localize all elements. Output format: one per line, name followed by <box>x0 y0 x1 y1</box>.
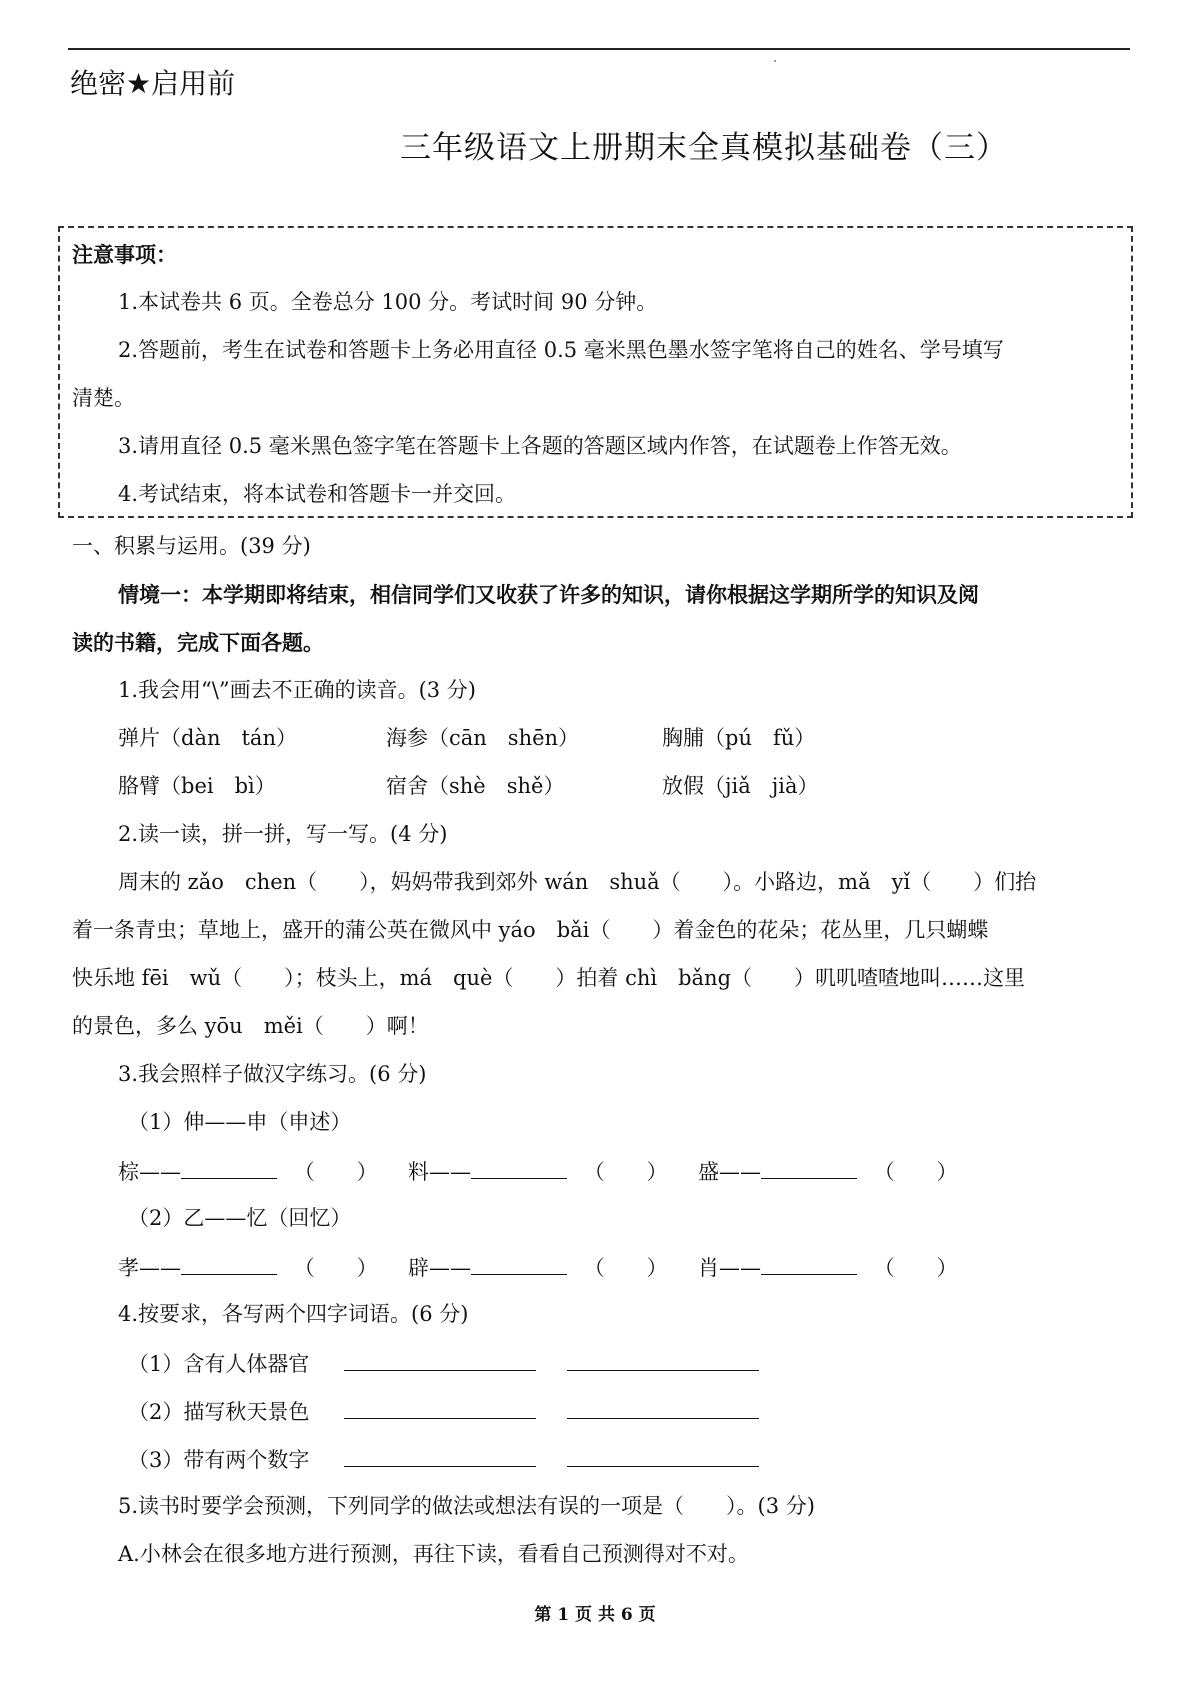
q3-row2-item <box>408 1256 668 1279</box>
answer-blank[interactable] <box>567 1352 759 1371</box>
q3-char: 肖—— <box>698 1256 761 1280</box>
page-number: 第 1 页 共 6 页 <box>534 1605 656 1625</box>
q3-char: 辟—— <box>408 1256 471 1280</box>
scan-speck <box>774 60 776 62</box>
q4-item-1 <box>128 1352 759 1375</box>
answer-blank[interactable] <box>344 1448 536 1467</box>
q4-stem: 4.按要求，各写两个四字词语。(6 分) <box>118 1302 469 1326</box>
answer-paren[interactable]: （ ） <box>873 1160 958 1184</box>
answer-blank[interactable] <box>471 1160 567 1179</box>
answer-paren[interactable]: （ ） <box>293 1160 378 1184</box>
q3-row2-item <box>698 1256 958 1279</box>
answer-paren[interactable]: （ ） <box>873 1256 958 1280</box>
notice-item-1: 1.本试卷共 6 页。全卷总分 100 分。考试时间 90 分钟。 <box>118 290 658 314</box>
notice-item-2: 2.答题前，考生在试卷和答题卡上务必用直径 0.5 毫米黑色墨水签字笔将自己的姓名、学号填写 <box>118 338 1004 362</box>
q2-line-4: 的景色，多么 yōu měi（ ）啊！ <box>72 1014 429 1038</box>
q3-char: 料—— <box>408 1160 471 1184</box>
q1-item: 宿舍（shè shě） <box>386 774 565 798</box>
answer-blank[interactable] <box>181 1256 277 1275</box>
page-title: 三年级语文上册期末全真模拟基础卷（三） <box>400 130 1008 166</box>
q3-example-2: （2）乙——忆（回忆） <box>128 1206 352 1230</box>
answer-blank[interactable] <box>181 1160 277 1179</box>
q4-label: （2）描写秋天景色 <box>128 1400 310 1424</box>
answer-blank[interactable] <box>344 1352 536 1371</box>
answer-paren[interactable]: （ ） <box>583 1256 668 1280</box>
top-rule <box>68 48 1130 50</box>
answer-blank[interactable] <box>761 1160 857 1179</box>
q2-line-2: 着一条青虫；草地上，盛开的蒲公英在微风中 yáo bǎi（ ）着金色的花朵；花丛里，几只蝴蝶 <box>72 918 989 942</box>
q1-item: 弹片（dàn tán） <box>118 726 297 750</box>
notice-item-2-cont: 清楚。 <box>72 386 135 410</box>
answer-blank[interactable] <box>761 1256 857 1275</box>
q5-option-a: A.小林会在很多地方进行预测，再往下读，看看自己预测得对不对。 <box>118 1542 749 1566</box>
q1-stem: 1.我会用“\”画去不正确的读音。(3 分) <box>118 678 477 702</box>
q2-line-3: 快乐地 fēi wǔ（ ）；枝头上，má què（ ）拍着 chì bǎng（ ）叽叽喳喳地叫……这里 <box>72 966 1026 990</box>
q5-stem: 5.读书时要学会预测，下列同学的做法或想法有误的一项是（ ）。(3 分) <box>118 1494 815 1518</box>
notice-item-4: 4.考试结束，将本试卷和答题卡一并交回。 <box>118 482 517 506</box>
q3-char: 孝—— <box>118 1256 181 1280</box>
q4-label: （3）带有两个数字 <box>128 1448 310 1472</box>
notice-item-3: 3.请用直径 0.5 毫米黑色签字笔在答题卡上各题的答题区域内作答，在试题卷上作答无效。 <box>118 434 962 458</box>
notice-box <box>58 226 1133 518</box>
answer-blank[interactable] <box>567 1448 759 1467</box>
answer-blank[interactable] <box>471 1256 567 1275</box>
q1-item: 放假（jiǎ jià） <box>662 774 819 798</box>
secret-label: 绝密★启用前 <box>70 67 236 100</box>
answer-blank[interactable] <box>344 1400 536 1419</box>
q2-line-1: 周末的 zǎo chen（ ），妈妈带我到郊外 wán shuǎ（ ）。小路边，mǎ yǐ（ ）们抬 <box>118 870 1037 894</box>
answer-blank[interactable] <box>567 1400 759 1419</box>
q1-item: 胸脯（pú fǔ） <box>662 726 816 750</box>
q2-stem: 2.读一读，拼一拼，写一写。(4 分) <box>118 822 448 846</box>
notice-heading: 注意事项： <box>72 242 177 267</box>
q3-row1-item <box>118 1160 378 1183</box>
answer-paren[interactable]: （ ） <box>293 1256 378 1280</box>
q3-example-1: （1）伸——申（申述） <box>128 1110 352 1134</box>
scenario-line-2: 读的书籍，完成下面各题。 <box>72 630 324 655</box>
q3-row2-item <box>118 1256 378 1279</box>
q3-char: 棕—— <box>118 1160 181 1184</box>
q4-label: （1）含有人体器官 <box>128 1352 310 1376</box>
section-heading: 一、积累与运用。(39 分) <box>72 534 311 558</box>
answer-paren[interactable]: （ ） <box>583 1160 668 1184</box>
q4-item-3 <box>128 1448 759 1471</box>
q3-row1-item <box>698 1160 958 1183</box>
q3-char: 盛—— <box>698 1160 761 1184</box>
q3-stem: 3.我会照样子做汉字练习。(6 分) <box>118 1062 427 1086</box>
q4-item-2 <box>128 1400 759 1423</box>
q1-item: 胳臂（bei bì） <box>118 774 276 798</box>
q1-item: 海参（cān shēn） <box>386 726 580 750</box>
scenario-line-1: 情境一：本学期即将结束，相信同学们又收获了许多的知识，请你根据这学期所学的知识及阅 <box>118 582 979 607</box>
q3-row1-item <box>408 1160 668 1183</box>
